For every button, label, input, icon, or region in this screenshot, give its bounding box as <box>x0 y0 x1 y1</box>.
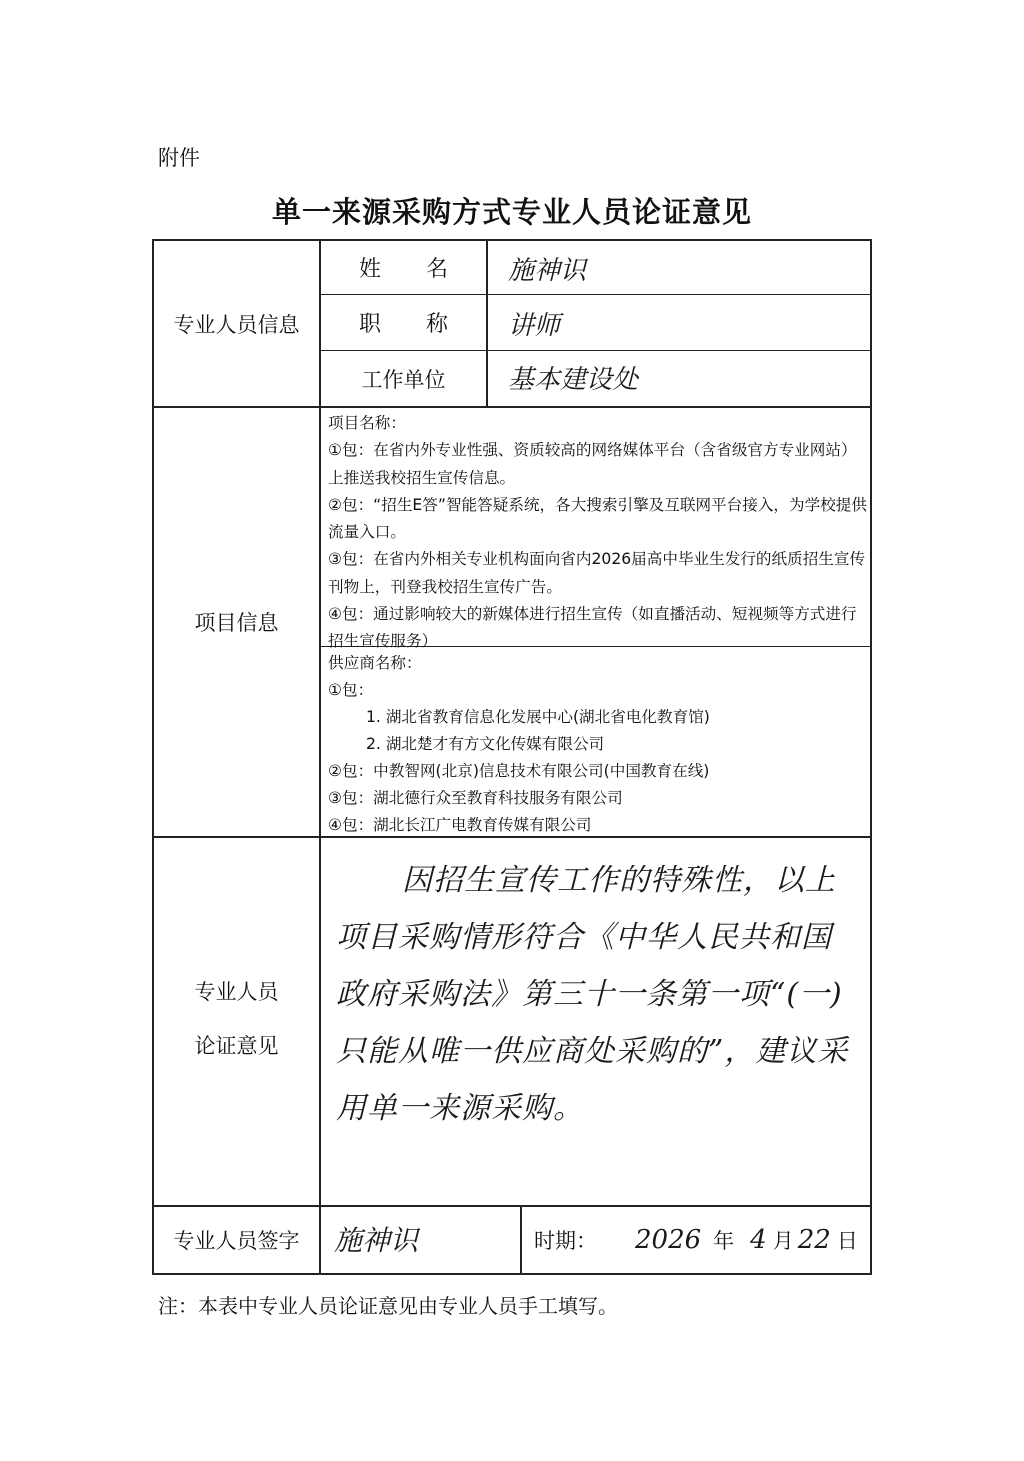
date-month-handwritten: 4 <box>750 1225 767 1255</box>
supplier-item: ④包：湖北长江广电教育传媒有限公司 <box>328 816 592 834</box>
supplier-names <box>328 650 868 839</box>
project-names <box>328 410 868 656</box>
supplier-item: ②包：中教智网(北京)信息技术有限公司(中国教育在线) <box>328 762 710 780</box>
date-day-handwritten: 22 <box>797 1225 831 1255</box>
table-border-bottom <box>152 1273 872 1275</box>
supplier-item: 2. 湖北楚才有方文化传媒有限公司 <box>366 735 605 753</box>
date-label: 时期： <box>534 1229 597 1253</box>
project-item: ①包：在省内外专业性强、资质较高的网络媒体平台（含省级官方专业网站）上推送我校招生宣传信息。 <box>328 441 857 487</box>
opinion-label <box>154 965 319 1075</box>
footnote: 注：本表中专业人员论证意见由专业人员手工填写。 <box>158 1294 618 1318</box>
opinion-handwritten-text: 因招生宣传工作的特殊性，以上项目采购情形符合《中华人民共和国政府采购法》第三十一条第一项“(一)只能从唯一供应商处采购的”，建议采用单一来源采购。 <box>336 863 849 1126</box>
document-title: 单一来源采购方式专业人员论证意见 <box>271 195 752 229</box>
personnel-section-label: 专业人员信息 <box>173 312 300 337</box>
project-section-label: 项目信息 <box>194 611 279 635</box>
project-item: ③包：在省内外相关专业机构面向省内2026届高中毕业生发行的纸质招生宣传刊物上，刊登我校招生宣传广告。 <box>328 550 866 596</box>
table-divider-col-info <box>486 239 488 407</box>
date-year-unit: 年 <box>713 1229 735 1253</box>
date-month-unit: 月 <box>772 1229 794 1253</box>
date-field <box>522 1207 870 1273</box>
signature-label: 专业人员签字 <box>173 1229 300 1253</box>
name-label: 姓 名 <box>359 257 448 282</box>
supplier-heading: 供应商名称： <box>328 654 422 672</box>
rank-label: 职 称 <box>359 312 448 337</box>
supplier-pkg1-label: ①包： <box>328 681 374 699</box>
date-day-unit: 日 <box>836 1229 858 1253</box>
rank-value-handwritten: 讲师 <box>508 311 561 341</box>
signature-handwritten: 施神识 <box>334 1224 419 1257</box>
opinion-label-line2: 论证意见 <box>194 1034 279 1058</box>
project-item: ②包：“招生E答”智能答疑系统，各大搜索引擎及互联网平台接入，为学校提供流量入口。 <box>328 495 867 542</box>
supplier-item: ③包：湖北德行众至教育科技服务有限公司 <box>328 789 623 807</box>
date-year-handwritten: 2026 <box>635 1225 702 1255</box>
org-value-handwritten: 基本建设处 <box>508 365 639 395</box>
org-label: 工作单位 <box>361 367 446 392</box>
attachment-label: 附件 <box>158 146 200 170</box>
table-border-right <box>870 239 872 1275</box>
opinion-label-line1: 专业人员 <box>194 980 279 1004</box>
project-name-heading: 项目名称： <box>328 414 406 432</box>
name-value-handwritten: 施神识 <box>508 256 587 286</box>
supplier-item: 1. 湖北省教育信息化发展中心(湖北省电化教育馆) <box>366 708 710 726</box>
project-item: ④包：通过影响较大的新媒体进行招生宣传（如直播活动、短视频等方式进行招生宣传服务） <box>328 605 857 651</box>
